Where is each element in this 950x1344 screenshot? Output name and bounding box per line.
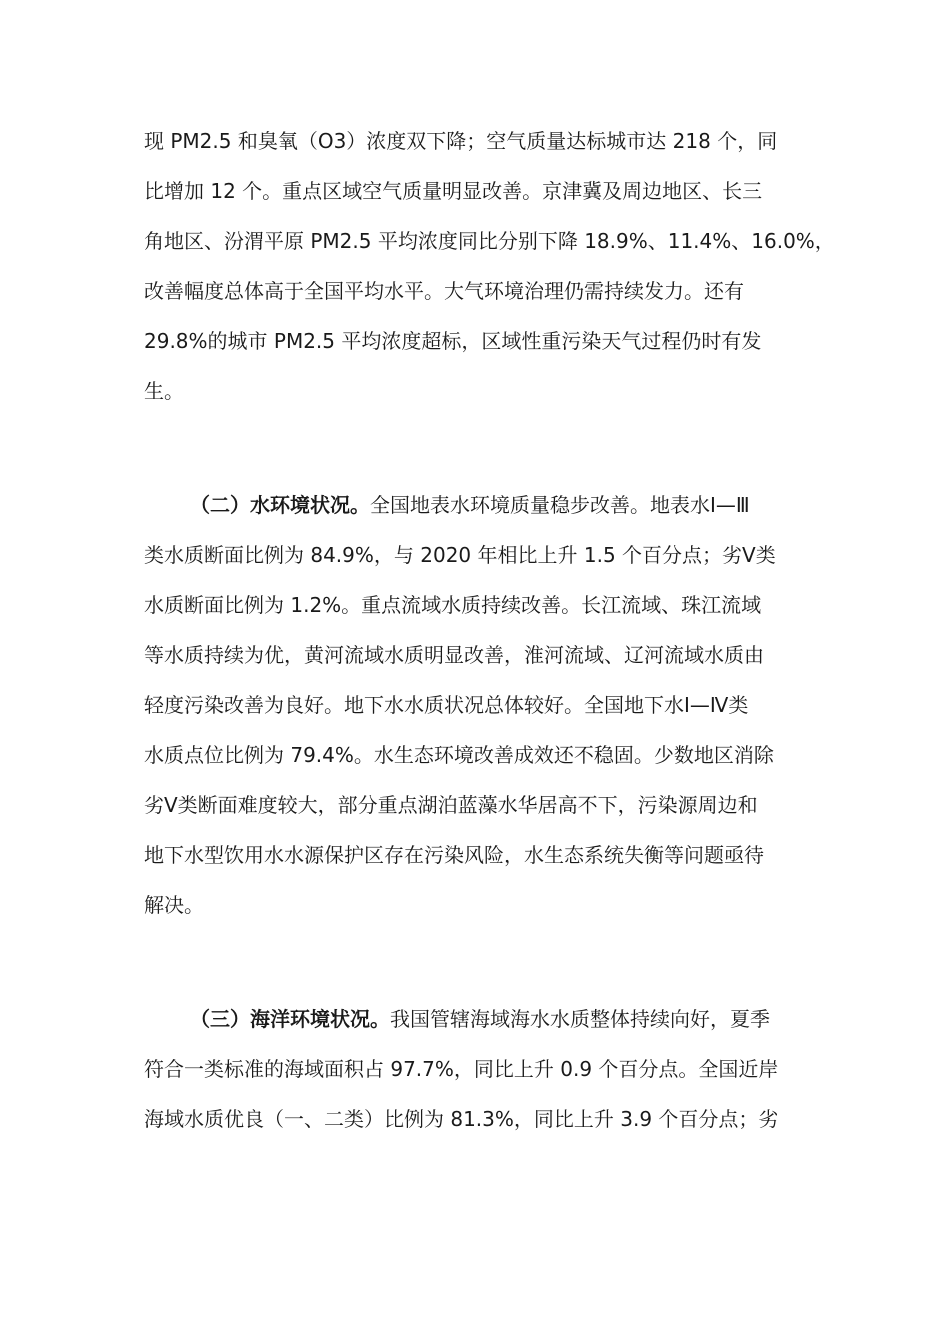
text-line: 水质点位比例为 79.4%。水生态环境改善成效还不稳固。少数地区消除 — [144, 743, 774, 767]
text-line: 角地区、汾渭平原 PM2.5 平均浓度同比分别下降 18.9%、11.4%、16.0%， — [144, 229, 835, 253]
text-line: 生。 — [144, 379, 184, 403]
text-line: 地下水型饮用水水源保护区存在污染风险，水生态系统失衡等问题亟待 — [144, 843, 764, 867]
text-line: 轻度污染改善为良好。地下水水质状况总体较好。全国地下水Ⅰ—Ⅳ类 — [144, 693, 749, 717]
text-line: 类水质断面比例为 84.9%，与 2020 年相比上升 1.5 个百分点；劣Ⅴ类 — [144, 543, 776, 567]
text-line: 现 PM2.5 和臭氧（O3）浓度双下降；空气质量达标城市达 218 个，同 — [144, 129, 778, 153]
text-line: 劣Ⅴ类断面难度较大，部分重点湖泊蓝藻水华居高不下，污染源周边和 — [144, 793, 758, 817]
text-line: 解决。 — [144, 893, 204, 917]
text-line: 改善幅度总体高于全国平均水平。大气环境治理仍需持续发力。还有 — [144, 279, 744, 303]
text-line: 等水质持续为优，黄河流域水质明显改善，淮河流域、辽河流域水质由 — [144, 643, 764, 667]
text-run: 我国管辖海域海水水质整体持续向好，夏季 — [390, 1007, 770, 1031]
section-heading: （三）海洋环境状况。 — [190, 1007, 390, 1031]
text-line: 29.8%的城市 PM2.5 平均浓度超标，区域性重污染天气过程仍时有发 — [144, 329, 762, 353]
text-line: 比增加 12 个。重点区域空气质量明显改善。京津冀及周边地区、长三 — [144, 179, 763, 203]
text-line: 符合一类标准的海域面积占 97.7%，同比上升 0.9 个百分点。全国近岸 — [144, 1057, 779, 1081]
text-line: 海域水质优良（一、二类）比例为 81.3%，同比上升 3.9 个百分点；劣 — [144, 1107, 779, 1131]
section-heading: （二）水环境状况。 — [190, 493, 370, 517]
text-line: 水质断面比例为 1.2%。重点流域水质持续改善。长江流域、珠江流域 — [144, 593, 762, 617]
text-line — [190, 491, 750, 519]
text-line — [190, 1005, 770, 1033]
text-run: 全国地表水环境质量稳步改善。地表水Ⅰ—Ⅲ — [370, 493, 750, 517]
